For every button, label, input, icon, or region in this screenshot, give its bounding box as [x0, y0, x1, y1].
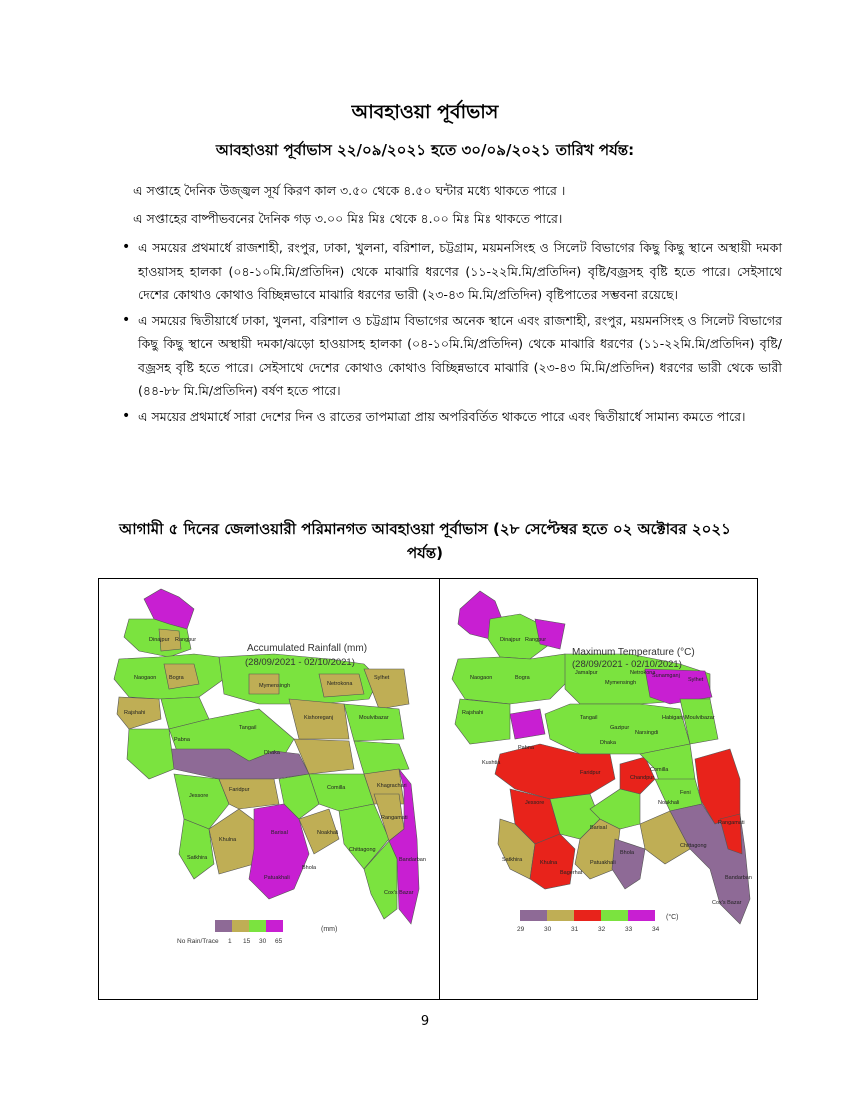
district-label: Rangpur	[525, 637, 547, 643]
district-label: Chittagong	[680, 843, 707, 849]
district-label: Rangpur	[175, 637, 197, 643]
district-label: Rajshahi	[462, 710, 484, 716]
district-label: Bandarban	[725, 875, 752, 881]
evaporation-line: এ সপ্তাহের বাষ্পীভবনের দৈনিক গড় ৩.০০ মিঃ মিঃ থেকে ৪.০০ মিঃ মিঃ থাকতে পারে।	[133, 211, 563, 226]
district-label: Dinajpur	[500, 637, 521, 643]
district-label: Pabna	[174, 737, 190, 743]
district-label: Pabna	[518, 745, 534, 751]
rainfall-legend	[177, 920, 337, 945]
legend-label: 29	[517, 926, 525, 933]
district-label: Kishoreganj	[304, 715, 334, 721]
district-label: Tangail	[239, 725, 257, 731]
district-label: Sunamganj	[652, 673, 680, 679]
temperature-legend	[517, 910, 679, 933]
legend-unit: (mm)	[321, 926, 338, 933]
district-label: Sylhet	[688, 677, 704, 683]
legend-label: 65	[275, 938, 283, 945]
legend-swatch	[628, 910, 655, 921]
district-forecast-heading: আগামী ৫ দিনের জেলাওয়ারী পরিমানগত আবহাওয়া পূর্বাভাস (২৮ সেপ্টেম্বর হতে ০২ অক্টোবর ২০২১ পর্যন্ত)	[119, 520, 731, 562]
legend-label: 34	[652, 926, 660, 933]
legend-label: 30	[259, 938, 267, 945]
district-label: Bandarban	[399, 857, 426, 863]
district-label: Khulna	[540, 860, 558, 866]
district-label: Dinajpur	[149, 637, 170, 643]
district-label: Chandpur	[630, 775, 655, 781]
district-label: Netrokona	[327, 681, 353, 687]
district-label: Bhola	[302, 865, 317, 871]
district-label: Jessore	[525, 800, 545, 806]
bullet-text: এ সময়ের দ্বিতীয়ার্ধে ঢাকা, খুলনা, বরিশাল ও চট্টগ্রাম বিভাগের অনেক স্থানে এবং রাজশাহী, রংপুর, ময়মনসিংহ ও সিলেট বিভাগের কিছু কিছু স্থানে অস্থায়ী দমকা/ঝড়ো হাওয়াসহ হালকা (০৪-১০মি.মি/প্রতিদিন) থেকে মাঝারি ধরণের (১১-২২মি.মি/প্রতিদিন) বৃষ্টি/বজ্রসহ বৃষ্টি হতে পারে। সেইসাথে দেশের কোথাও কোথাও বিচ্ছিন্নভাবে মাঝারি (২৩-৪৩ মি.মি/প্রতিদিন) ধরণের ভারী থেকে ভারী (৪৪-৮৮ মি.মি/প্রতিদিন) বর্ষণ হতে পারে।	[138, 312, 782, 398]
map-region	[354, 741, 409, 774]
district-label: Naogaon	[134, 675, 157, 681]
legend-swatch	[520, 910, 547, 921]
district-label: Habiganj	[662, 715, 684, 721]
page-title: আবহাওয়া পূর্বাভাস	[351, 101, 499, 123]
district-label: Kushtia	[482, 760, 501, 766]
district-label: Comilla	[650, 767, 669, 773]
legend-swatch	[601, 910, 628, 921]
list-item	[110, 236, 782, 307]
temperature-map-title: Maximum Temperature (°C)	[572, 647, 695, 658]
district-label: Narsingdi	[635, 730, 659, 736]
legend-label: 33	[625, 926, 633, 933]
district-label: Rangamati	[718, 820, 745, 826]
rainfall-map-panel	[99, 579, 439, 999]
bullet-text: এ সময়ের প্রথমার্ধে রাজশাহী, রংপুর, ঢাকা, খুলনা, বরিশাল, চট্টগ্রাম, ময়মনসিংহ ও সিলেট বিভাগের কিছু কিছু স্থানে অস্থায়ী দমকা হাওয়াসহ হালকা (০৪-১০মি.মি/প্রতিদিন) থেকে মাঝারি ধরণের (১১-২২মি.মি/প্রতিদিন) বৃষ্টি/বজ্রসহ বৃষ্টি হতে পারে। সেইসাথে দেশের কোথাও কোথাও বিচ্ছিন্নভাবে মাঝারি ধরণের ভারী (২৩-৪৩ মি.মি/প্রতিদিন) বৃষ্টিপাতের সম্ভবনা রয়েছে।	[138, 240, 782, 302]
district-label: Rajshahi	[124, 710, 146, 716]
temperature-map-panel	[440, 579, 758, 999]
map-region	[612, 839, 645, 889]
bullet-text: এ সময়ের প্রথমার্ধে সারা দেশের দিন ও রাতের তাপমাত্রা প্রায় অপরিবর্তিত থাকতে পারে এবং দ্বিতীয়ার্ধে সামান্য কমতে পারে।	[138, 408, 746, 424]
district-label: Khagrachari	[377, 783, 407, 789]
forecast-maps-box	[98, 578, 758, 1000]
district-label: Gazipur	[610, 725, 630, 731]
district-label: Cox's Bazar	[384, 890, 414, 896]
temperature-map-shape	[452, 591, 750, 924]
district-label: Mymensingh	[605, 680, 637, 686]
forecast-period-heading: আবহাওয়া পূর্বাভাস ২২/০৯/২০২১ হতে ৩০/০৯/২০২১ তারিখ পর্যন্ত:	[215, 141, 635, 159]
district-label: Feni	[680, 790, 691, 796]
bullet-icon: •	[122, 407, 131, 424]
legend-swatch	[574, 910, 601, 921]
district-label: Satkhira	[187, 855, 208, 861]
legend-label: 1	[228, 938, 232, 945]
district-label: Tangail	[580, 715, 598, 721]
list-item	[110, 309, 782, 403]
district-label: Jamalpur	[575, 670, 598, 676]
list-item	[110, 405, 782, 429]
district-label: Mymensingh	[259, 683, 291, 689]
district-label: Comilla	[327, 785, 346, 791]
map-region	[309, 774, 374, 811]
district-label: Jessore	[189, 793, 209, 799]
district-label: Naogaon	[470, 675, 493, 681]
rainfall-map-dates: (28/09/2021 - 02/10/2021)	[245, 657, 355, 668]
legend-swatch	[266, 920, 283, 932]
legend-label: 31	[571, 926, 579, 933]
district-label: Khulna	[219, 837, 237, 843]
district-label: Noakhali	[658, 800, 680, 806]
district-label: Barisal	[271, 830, 288, 836]
page-number: 9	[420, 1014, 430, 1029]
district-label: Barisal	[590, 825, 607, 831]
district-label: Cox's Bazar	[712, 900, 742, 906]
district-label: Faridpur	[580, 770, 601, 776]
legend-label: No Rain/Trace	[177, 938, 219, 945]
district-label: Dhaka	[600, 740, 616, 746]
temperature-map-dates: (28/09/2021 - 02/10/2021)	[572, 659, 682, 670]
legend-unit: (°C)	[666, 914, 679, 921]
district-label: Netrokona	[630, 670, 656, 676]
district-label: Rangamati	[381, 815, 408, 821]
map-region	[510, 709, 545, 739]
legend-swatch	[215, 920, 232, 932]
district-label: Moulvibazar	[359, 715, 389, 721]
legend-label: 30	[544, 926, 552, 933]
district-label: Faridpur	[229, 787, 250, 793]
map-region	[127, 729, 174, 779]
district-label: Dhaka	[264, 750, 280, 756]
district-label: Satkhira	[502, 857, 523, 863]
district-label: Bogra	[169, 675, 184, 681]
bullet-icon: •	[122, 311, 131, 328]
district-label: Bhola	[620, 850, 635, 856]
forecast-bullet-list	[110, 236, 782, 430]
rainfall-map-title: Accumulated Rainfall (mm)	[247, 643, 368, 654]
legend-swatch	[249, 920, 266, 932]
legend-label: 15	[243, 938, 251, 945]
district-label: Noakhali	[317, 830, 339, 836]
district-label: Bogra	[515, 675, 530, 681]
district-label: Patuakhali	[264, 875, 290, 881]
bullet-icon: •	[122, 239, 131, 255]
sunshine-line: এ সপ্তাহে দৈনিক উজ্জ্বল সূর্য কিরণ কাল ৩.৫০ থেকে ৪.৫০ ঘন্টার মধ্যে থাকতে পারে ।	[133, 183, 566, 198]
district-label: Patuakhali	[590, 860, 616, 866]
temperature-map	[440, 579, 758, 999]
district-label: Chittagong	[349, 847, 376, 853]
district-label: Bagerhat	[560, 870, 583, 876]
rainfall-map	[99, 579, 439, 999]
district-label: Moulvibazar	[685, 715, 715, 721]
legend-swatch	[232, 920, 249, 932]
map-region	[344, 704, 404, 741]
legend-label: 32	[598, 926, 606, 933]
district-label: Sylhet	[374, 675, 390, 681]
legend-swatch	[547, 910, 574, 921]
map-region	[455, 699, 510, 744]
